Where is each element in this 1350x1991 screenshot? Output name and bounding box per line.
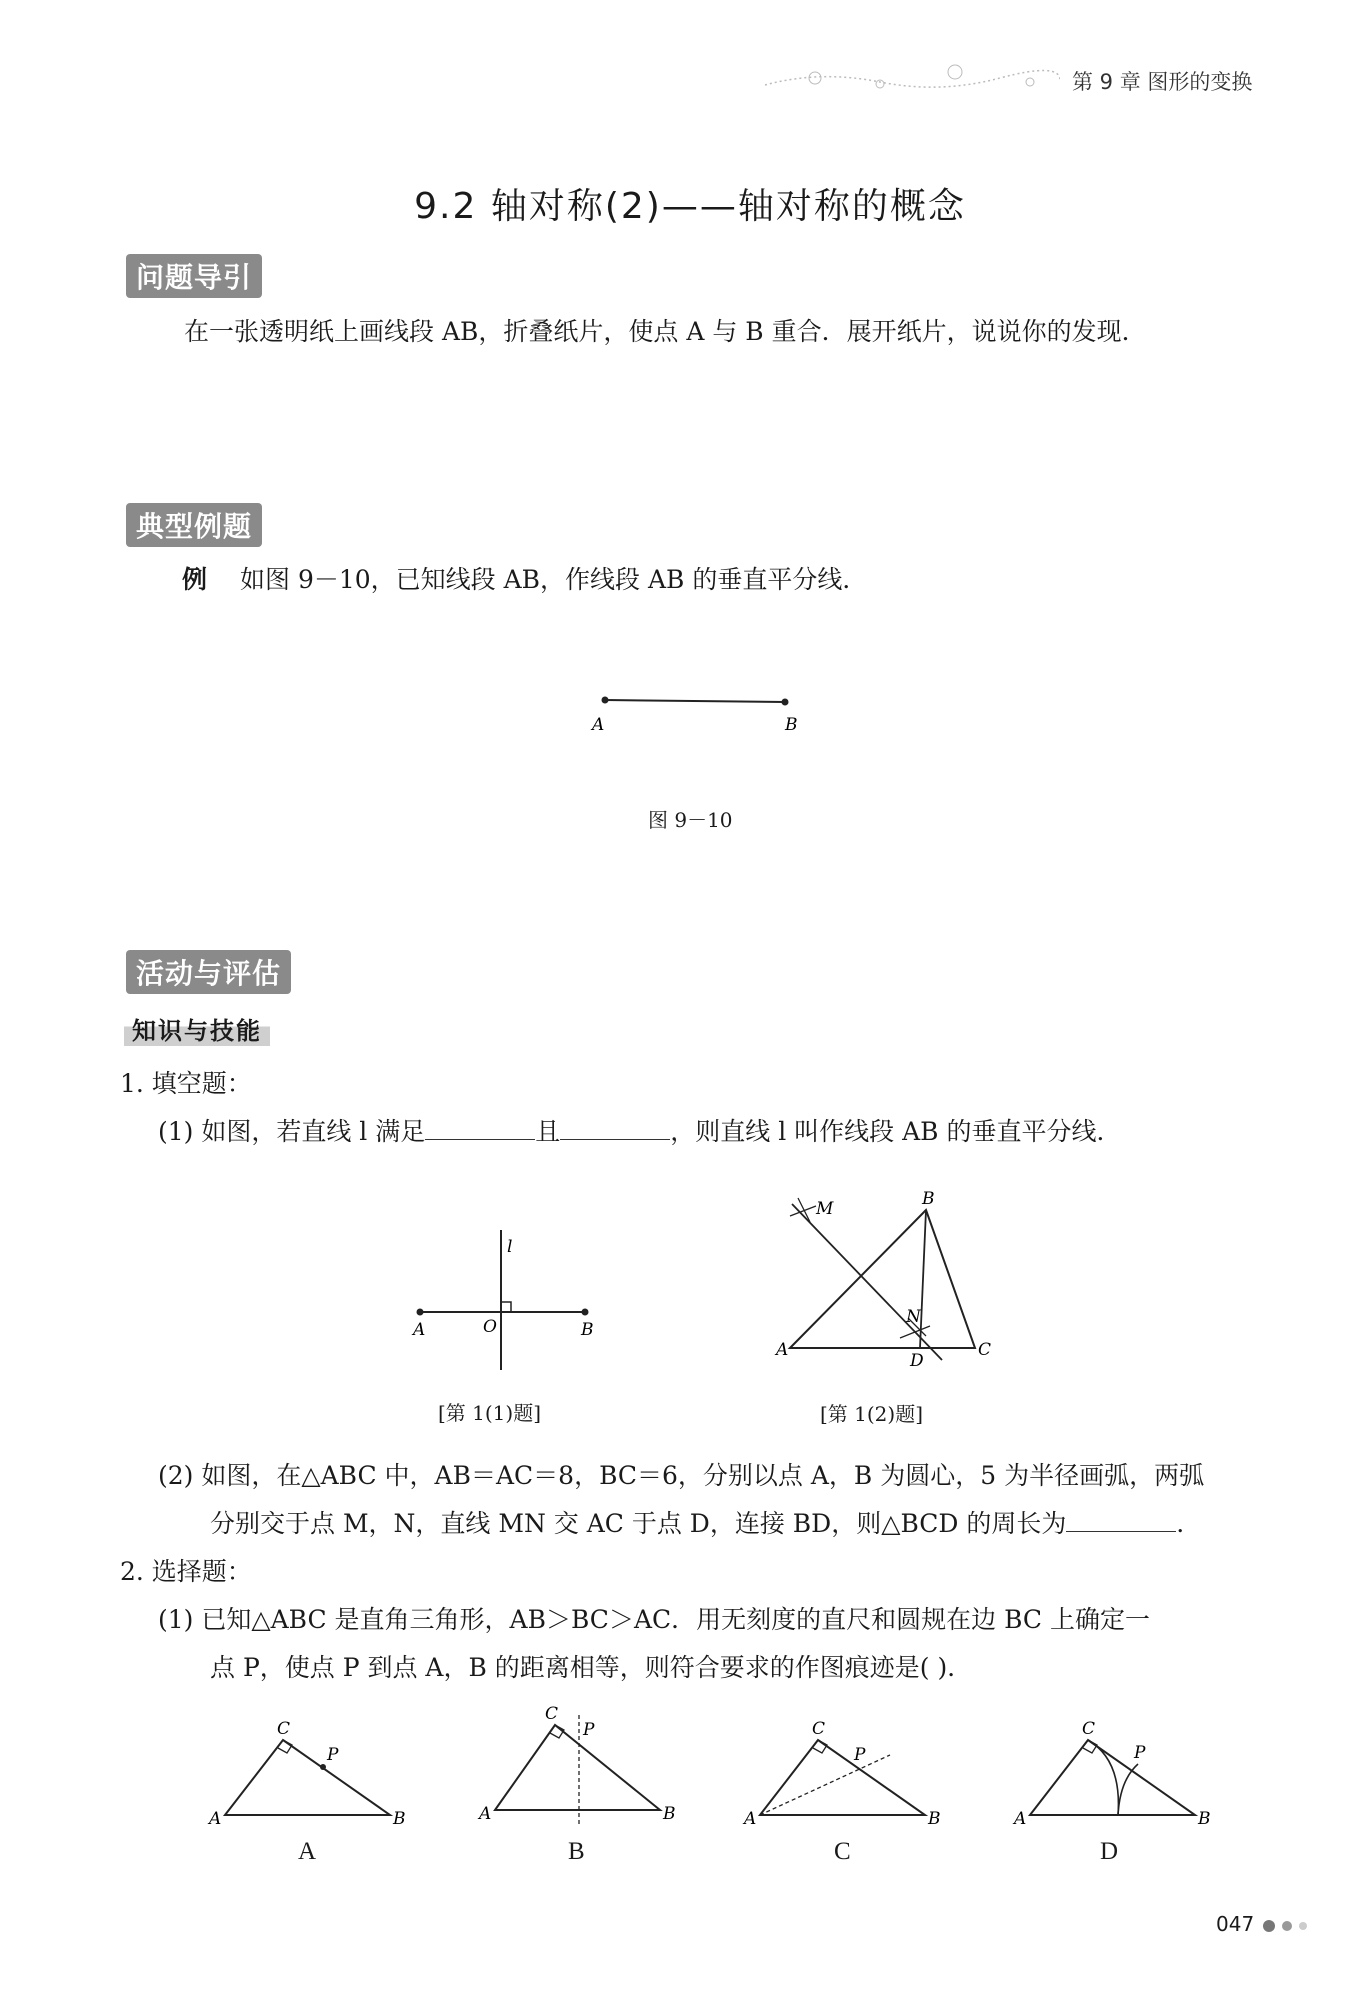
label-n: N (906, 1307, 921, 1327)
answer-blank-1[interactable] (425, 1113, 535, 1140)
q1-stem: 1. 填空题： (120, 1069, 252, 1098)
badge-skills: 知识与技能 (124, 1011, 270, 1046)
label-b: B (922, 1189, 935, 1209)
label-a: A (479, 1804, 492, 1824)
label-m: M (816, 1199, 834, 1219)
chapter-header: 第 9 章 图形的变换 (1072, 70, 1253, 94)
q1-part1-b: 且 (535, 1117, 561, 1146)
q1-part2-end: ． (1176, 1509, 1202, 1538)
label-a: A (413, 1320, 426, 1340)
label-b: B (393, 1809, 406, 1829)
option-d-label[interactable]: D (1100, 1838, 1119, 1865)
label-b: B (928, 1809, 941, 1829)
q1-part1-a: (1) 如图，若直线 l 满足 (158, 1117, 426, 1146)
label-p: P (1134, 1743, 1146, 1763)
label-b: B (663, 1804, 676, 1824)
page-number-text: 047 (1216, 1912, 1255, 1936)
q2-stem: 2. 选择题： (120, 1557, 252, 1586)
figure-caption: 图 9－10 (648, 808, 733, 832)
label-a: A (592, 715, 605, 735)
option-c-figure[interactable] (740, 1720, 950, 1830)
example-text: 如图 9－10，已知线段 AB，作线段 AB 的垂直平分线． (240, 565, 868, 594)
q1-part2-text: 分别交于点 M，N，直线 MN 交 AC 于点 D，连接 BD，则△BCD 的周长为 (210, 1509, 1067, 1538)
badge-example: 典型例题 (126, 503, 262, 547)
label-a: A (209, 1809, 222, 1829)
q2-part1-line2: 点 P，使点 P 到点 A，B 的距离相等，则符合要求的作图痕迹是( )． (210, 1653, 973, 1682)
figure-q1-2 (770, 1188, 1010, 1378)
label-a: A (776, 1340, 789, 1360)
label-d: D (910, 1351, 924, 1371)
label-p: P (583, 1720, 595, 1740)
q1-part1 (158, 1112, 1121, 1152)
label-c: C (545, 1705, 559, 1724)
option-a-label[interactable]: A (298, 1838, 317, 1865)
badge-activity: 活动与评估 (126, 950, 291, 994)
label-c: C (812, 1720, 826, 1739)
header-decoration (760, 60, 1060, 100)
q1-part2-line2 (210, 1504, 1201, 1544)
fig1-caption: [第 1(1)题] (438, 1401, 542, 1425)
q1-part2-line1: (2) 如图，在△ABC 中，AB＝AC＝8，BC＝6，分别以点 A，B 为圆心，5 为半径画弧，两弧 (158, 1461, 1205, 1490)
option-a-figure[interactable] (205, 1720, 415, 1830)
page-title: 9.2 轴对称(2)——轴对称的概念 (414, 186, 966, 227)
option-b-figure[interactable] (475, 1705, 685, 1830)
figure-9-10 (580, 690, 800, 740)
guide-text: 在一张透明纸上画线段 AB，折叠纸片，使点 A 与 B 重合．展开纸片，说说你的发现． (184, 317, 1147, 346)
figure-q1-1 (405, 1220, 615, 1380)
label-b: B (1198, 1809, 1211, 1829)
label-a: A (1014, 1809, 1027, 1829)
label-o: O (483, 1317, 497, 1337)
label-p: P (327, 1745, 339, 1765)
q1-part1-c: ，则直线 l 叫作线段 AB 的垂直平分线． (670, 1117, 1122, 1146)
page-number (1216, 1912, 1321, 1936)
label-b: B (785, 715, 798, 735)
example-label: 例 (182, 565, 208, 594)
label-b: B (581, 1320, 594, 1340)
label-c: C (277, 1720, 291, 1739)
answer-blank-2[interactable] (560, 1113, 670, 1140)
q2-part1-line1: (1) 已知△ABC 是直角三角形，AB＞BC＞AC．用无刻度的直尺和圆规在边 BC 上确定一 (158, 1605, 1150, 1634)
answer-blank-3[interactable] (1066, 1505, 1176, 1532)
page-dots-icon (1261, 1918, 1321, 1934)
badge-guide: 问题导引 (126, 254, 262, 298)
label-c: C (978, 1340, 992, 1360)
option-d-figure[interactable] (1010, 1720, 1220, 1830)
label-a: A (744, 1809, 757, 1829)
label-l: l (507, 1237, 513, 1257)
fig2-caption: [第 1(2)题] (820, 1402, 924, 1426)
label-p: P (854, 1745, 866, 1765)
option-c-label[interactable]: C (834, 1838, 851, 1865)
option-b-label[interactable]: B (568, 1838, 585, 1865)
label-c: C (1082, 1720, 1096, 1739)
